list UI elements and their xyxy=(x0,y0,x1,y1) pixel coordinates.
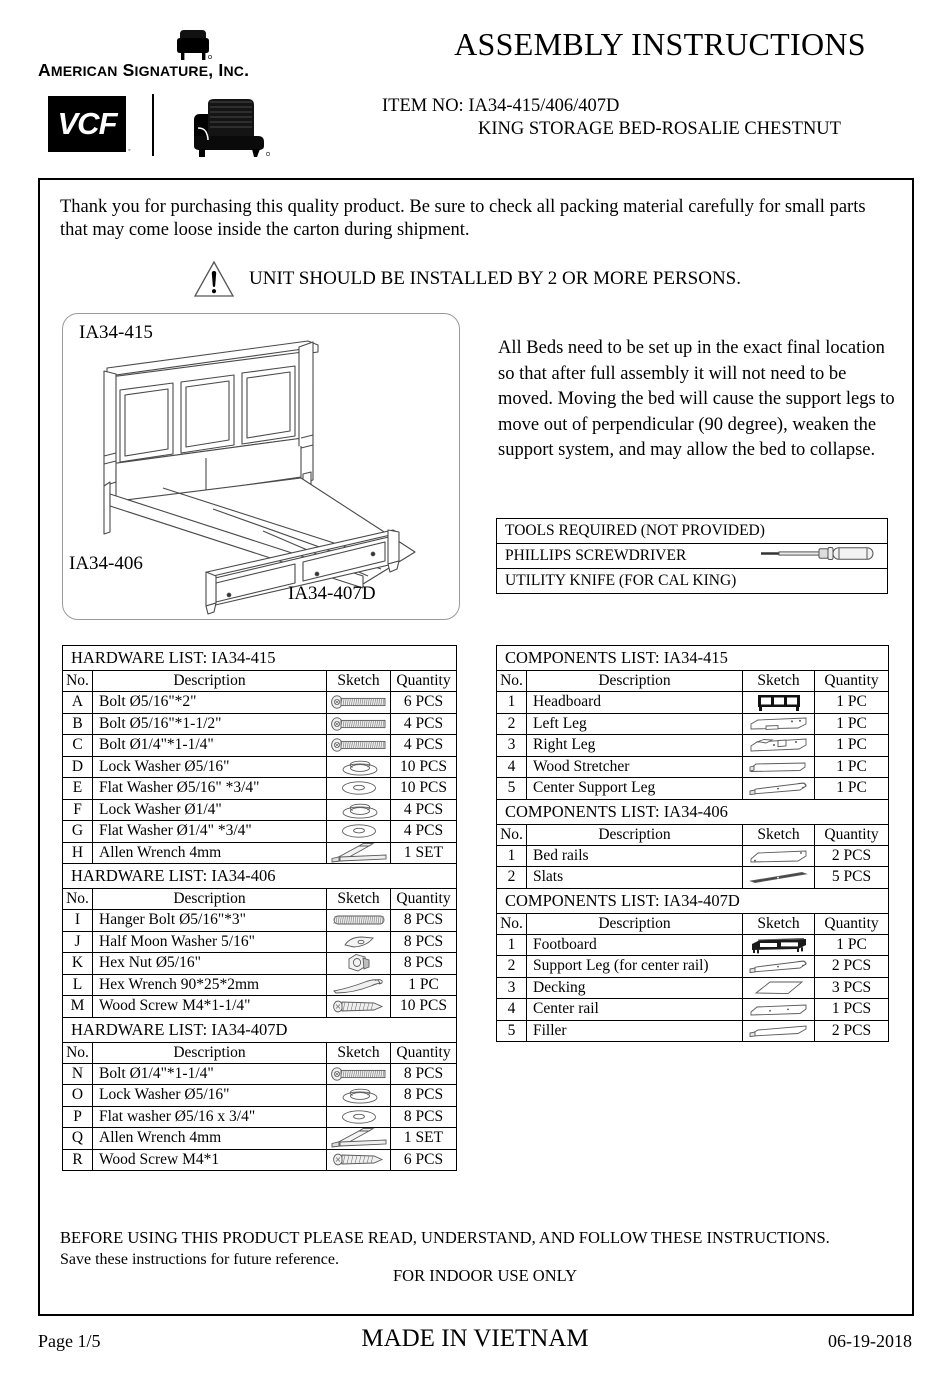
row-quantity: 2 PCS xyxy=(815,845,889,867)
row-description: Hex Nut Ø5/16" xyxy=(93,953,327,975)
allen-wrench-icon xyxy=(327,842,391,864)
section-title-row xyxy=(63,646,457,671)
save-instructions-note: Save these instructions for future reference. xyxy=(60,1251,339,1268)
row-quantity: 1 PC xyxy=(815,713,889,735)
page-number: Page 1/5 xyxy=(38,1331,101,1351)
row-description: Allen Wrench 4mm xyxy=(93,842,327,864)
column-header-row xyxy=(63,1042,457,1063)
center-rail-icon xyxy=(743,999,815,1021)
table-row xyxy=(497,999,889,1021)
revision-date: 06-19-2018 xyxy=(828,1331,912,1351)
section-title-row xyxy=(497,888,889,913)
row-quantity: 10 PCS xyxy=(391,778,457,800)
table-row xyxy=(63,799,457,821)
vcf-registered-mark: ◦ xyxy=(128,146,131,154)
bolt-icon xyxy=(327,1063,391,1085)
row-quantity: 1 PC xyxy=(815,756,889,778)
section-title-row xyxy=(497,799,889,824)
row-no: A xyxy=(63,692,93,714)
persons-warning-text: UNIT SHOULD BE INSTALLED BY 2 OR MORE PERSONS. xyxy=(249,268,741,289)
row-description: Support Leg (for center rail) xyxy=(527,956,743,978)
row-no: O xyxy=(63,1085,93,1107)
row-description: Hanger Bolt Ø5/16"*3" xyxy=(93,910,327,932)
column-header-description: Description xyxy=(527,824,743,845)
row-no: R xyxy=(63,1149,93,1171)
lock-washer-icon xyxy=(327,799,391,821)
row-description: Lock Washer Ø1/4" xyxy=(93,799,327,821)
table-row xyxy=(63,910,457,932)
row-quantity: 6 PCS xyxy=(391,1149,457,1171)
row-quantity: 1 PC xyxy=(815,778,889,800)
label-rails-part: IA34-406 xyxy=(69,553,143,574)
row-quantity: 1 PCS xyxy=(815,999,889,1021)
table-row xyxy=(497,713,889,735)
decking-icon xyxy=(743,977,815,999)
bed-rail-icon xyxy=(743,845,815,867)
column-header-row xyxy=(497,913,889,934)
row-no: H xyxy=(63,842,93,864)
components-list-table xyxy=(496,645,889,1042)
table-row xyxy=(63,713,457,735)
lock-washer-icon xyxy=(327,756,391,778)
item-number: ITEM NO: IA34-415/406/407D xyxy=(382,96,620,116)
column-header-sketch: Sketch xyxy=(743,913,815,934)
column-header-description: Description xyxy=(93,671,327,692)
row-quantity: 4 PCS xyxy=(391,799,457,821)
row-quantity: 8 PCS xyxy=(391,1063,457,1085)
bolt-icon xyxy=(327,692,391,714)
row-no: 2 xyxy=(497,867,527,889)
half-moon-washer-icon xyxy=(327,931,391,953)
column-header-description: Description xyxy=(527,671,743,692)
table-row xyxy=(63,778,457,800)
table-row xyxy=(497,756,889,778)
column-header-row xyxy=(63,889,457,910)
column-header-sketch: Sketch xyxy=(743,671,815,692)
row-description: Bolt Ø5/16"*2" xyxy=(93,692,327,714)
flat-washer-icon xyxy=(327,778,391,800)
column-header-quantity: Quantity xyxy=(391,1042,457,1063)
allen-wrench-icon xyxy=(327,1128,391,1150)
table-row xyxy=(63,1128,457,1150)
armchair-icon xyxy=(186,96,270,158)
table-row xyxy=(497,934,889,956)
row-quantity: 2 PCS xyxy=(815,1020,889,1042)
page-footer xyxy=(0,1325,950,1370)
row-quantity: 8 PCS xyxy=(391,1085,457,1107)
column-header-quantity: Quantity xyxy=(815,913,889,934)
row-quantity: 10 PCS xyxy=(391,756,457,778)
tool-label: PHILLIPS SCREWDRIVER xyxy=(505,547,687,564)
row-description: Slats xyxy=(527,867,743,889)
section-title: COMPONENTS LIST: IA34-407D xyxy=(497,888,889,913)
row-quantity: 8 PCS xyxy=(391,1106,457,1128)
row-quantity: 3 PCS xyxy=(815,977,889,999)
row-description: Bolt Ø5/16"*1-1/2" xyxy=(93,713,327,735)
right-leg-icon xyxy=(743,735,815,757)
column-header-no: No. xyxy=(63,1042,93,1063)
tools-row xyxy=(497,569,888,594)
row-quantity: 8 PCS xyxy=(391,931,457,953)
column-header-quantity: Quantity xyxy=(815,671,889,692)
tools-row xyxy=(497,544,888,569)
tools-title-row xyxy=(497,519,888,544)
page-header xyxy=(0,0,950,178)
table-row xyxy=(63,756,457,778)
tool-item-screwdriver xyxy=(497,544,888,569)
row-no: 3 xyxy=(497,735,527,757)
row-description: Center rail xyxy=(527,999,743,1021)
row-no: E xyxy=(63,778,93,800)
table-row xyxy=(63,735,457,757)
row-description: Right Leg xyxy=(527,735,743,757)
table-row xyxy=(497,977,889,999)
flat-washer-icon xyxy=(327,1106,391,1128)
section-title-row xyxy=(63,1017,457,1042)
header-divider xyxy=(152,94,154,156)
row-no: B xyxy=(63,713,93,735)
row-quantity: 6 PCS xyxy=(391,692,457,714)
row-description: Flat washer Ø5/16 x 3/4" xyxy=(93,1106,327,1128)
footboard-icon xyxy=(743,934,815,956)
row-quantity: 1 SET xyxy=(391,1128,457,1150)
screwdriver-icon xyxy=(757,546,877,567)
row-no: D xyxy=(63,756,93,778)
column-header-no: No. xyxy=(63,889,93,910)
row-no: F xyxy=(63,799,93,821)
row-quantity: 10 PCS xyxy=(391,996,457,1018)
label-headboard-part: IA34-415 xyxy=(79,322,153,343)
warning-triangle-icon xyxy=(193,260,235,298)
read-instructions-note: BEFORE USING THIS PRODUCT PLEASE READ, UNDERSTAND, AND FOLLOW THESE INSTRUCTIONS. xyxy=(60,1228,830,1247)
row-no: N xyxy=(63,1063,93,1085)
row-quantity: 1 PC xyxy=(391,974,457,996)
row-no: 1 xyxy=(497,934,527,956)
row-no: 5 xyxy=(497,1020,527,1042)
row-quantity: 1 SET xyxy=(391,842,457,864)
table-row xyxy=(497,845,889,867)
table-row xyxy=(63,1085,457,1107)
row-no: K xyxy=(63,953,93,975)
row-no: 2 xyxy=(497,713,527,735)
left-leg-icon xyxy=(743,713,815,735)
row-no: P xyxy=(63,1106,93,1128)
column-header-sketch: Sketch xyxy=(743,824,815,845)
row-no: 5 xyxy=(497,778,527,800)
headboard-icon xyxy=(743,692,815,714)
tools-required-table xyxy=(496,518,888,594)
row-description: Bolt Ø1/4"*1-1/4" xyxy=(93,1063,327,1085)
table-row xyxy=(497,735,889,757)
tool-item-utility-knife: UTILITY KNIFE (FOR CAL KING) xyxy=(497,569,888,594)
column-header-description: Description xyxy=(93,1042,327,1063)
row-no: L xyxy=(63,974,93,996)
column-header-row xyxy=(63,671,457,692)
row-description: Hex Wrench 90*25*2mm xyxy=(93,974,327,996)
column-header-quantity: Quantity xyxy=(391,671,457,692)
slat-icon xyxy=(743,867,815,889)
row-description: Bed rails xyxy=(527,845,743,867)
row-description: Headboard xyxy=(527,692,743,714)
row-quantity: 8 PCS xyxy=(391,910,457,932)
bottom-notes xyxy=(60,1228,890,1286)
section-title: HARDWARE LIST: IA34-407D xyxy=(63,1017,457,1042)
filler-icon xyxy=(743,1020,815,1042)
section-title-row xyxy=(497,646,889,671)
column-header-row xyxy=(497,824,889,845)
hex-nut-icon xyxy=(327,953,391,975)
column-header-row xyxy=(497,671,889,692)
row-description: Lock Washer Ø5/16" xyxy=(93,756,327,778)
row-description: Wood Stretcher xyxy=(527,756,743,778)
row-no: C xyxy=(63,735,93,757)
intro-paragraph: Thank you for purchasing this quality product. Be sure to check all packing material carefully for small parts that may come loose inside the carton during shipment. xyxy=(60,197,866,240)
row-description: Wood Screw M4*1-1/4" xyxy=(93,996,327,1018)
made-in-label: MADE IN VIETNAM xyxy=(361,1325,589,1352)
section-title-row xyxy=(63,864,457,889)
tools-title: TOOLS REQUIRED (NOT PROVIDED) xyxy=(497,519,888,544)
row-quantity: 5 PCS xyxy=(815,867,889,889)
table-row xyxy=(63,1063,457,1085)
table-row xyxy=(63,692,457,714)
bolt-icon xyxy=(327,735,391,757)
table-row xyxy=(63,974,457,996)
row-description: Filler xyxy=(527,1020,743,1042)
label-footboard-part: IA34-407D xyxy=(288,583,376,604)
section-title: HARDWARE LIST: IA34-415 xyxy=(63,646,457,671)
column-header-no: No. xyxy=(497,824,527,845)
row-quantity: 4 PCS xyxy=(391,735,457,757)
brand-name: AMERICAN SIGNATURE, INC. xyxy=(38,60,250,80)
column-header-sketch: Sketch xyxy=(327,1042,391,1063)
table-row xyxy=(63,821,457,843)
table-row xyxy=(63,931,457,953)
indoor-use-note: FOR INDOOR USE ONLY xyxy=(393,1266,577,1285)
row-quantity: 1 PC xyxy=(815,735,889,757)
row-description: Decking xyxy=(527,977,743,999)
hanger-bolt-icon xyxy=(327,910,391,932)
row-description: Half Moon Washer 5/16" xyxy=(93,931,327,953)
column-header-quantity: Quantity xyxy=(815,824,889,845)
row-quantity: 1 PC xyxy=(815,934,889,956)
page-title: ASSEMBLY INSTRUCTIONS xyxy=(454,26,866,62)
table-row xyxy=(497,956,889,978)
section-title: COMPONENTS LIST: IA34-415 xyxy=(497,646,889,671)
row-quantity: 1 PC xyxy=(815,692,889,714)
vcf-logo xyxy=(48,96,126,152)
row-no: 1 xyxy=(497,845,527,867)
bed-illustration-panel xyxy=(62,313,460,620)
bed-location-notice: All Beds need to be set up in the exact final location so that after full assembly it will not need to be moved. Moving the bed will cause the support legs to move out of perpendicular (90 degree), weaken the support system, and may allow the bed to collapse. xyxy=(498,338,895,460)
stretcher-icon xyxy=(743,756,815,778)
column-header-no: No. xyxy=(497,913,527,934)
row-no: I xyxy=(63,910,93,932)
table-row xyxy=(63,1106,457,1128)
row-quantity: 2 PCS xyxy=(815,956,889,978)
chair-logo-icon xyxy=(174,28,212,61)
row-quantity: 8 PCS xyxy=(391,953,457,975)
row-description: Wood Screw M4*1 xyxy=(93,1149,327,1171)
row-no: J xyxy=(63,931,93,953)
row-quantity: 4 PCS xyxy=(391,821,457,843)
row-description: Footboard xyxy=(527,934,743,956)
table-row xyxy=(63,996,457,1018)
row-no: 4 xyxy=(497,756,527,778)
row-description: Left Leg xyxy=(527,713,743,735)
wood-screw-icon xyxy=(327,1149,391,1171)
row-description: Center Support Leg xyxy=(527,778,743,800)
column-header-sketch: Sketch xyxy=(327,671,391,692)
column-header-description: Description xyxy=(527,913,743,934)
column-header-no: No. xyxy=(497,671,527,692)
table-row xyxy=(497,867,889,889)
wood-screw-icon xyxy=(327,996,391,1018)
table-row xyxy=(63,842,457,864)
vcf-label: VCF xyxy=(57,106,117,141)
flat-washer-icon xyxy=(327,821,391,843)
row-no: M xyxy=(63,996,93,1018)
section-title: HARDWARE LIST: IA34-406 xyxy=(63,864,457,889)
column-header-quantity: Quantity xyxy=(391,889,457,910)
table-row xyxy=(497,692,889,714)
row-no: 3 xyxy=(497,977,527,999)
lock-washer-icon xyxy=(327,1085,391,1107)
row-quantity: 4 PCS xyxy=(391,713,457,735)
support-leg-icon xyxy=(743,778,815,800)
row-description: Flat Washer Ø5/16" *3/4" xyxy=(93,778,327,800)
row-no: 4 xyxy=(497,999,527,1021)
persons-warning xyxy=(193,260,741,298)
hex-wrench-icon xyxy=(327,974,391,996)
support-leg-icon xyxy=(743,956,815,978)
column-header-no: No. xyxy=(63,671,93,692)
item-name: KING STORAGE BED-ROSALIE CHESTNUT xyxy=(478,119,841,139)
table-row xyxy=(63,1149,457,1171)
table-row xyxy=(497,778,889,800)
row-description: Flat Washer Ø1/4" *3/4" xyxy=(93,821,327,843)
row-no: 1 xyxy=(497,692,527,714)
row-no: Q xyxy=(63,1128,93,1150)
hardware-list-table xyxy=(62,645,457,1171)
table-row xyxy=(497,1020,889,1042)
section-title: COMPONENTS LIST: IA34-406 xyxy=(497,799,889,824)
row-description: Bolt Ø1/4"*1-1/4" xyxy=(93,735,327,757)
row-no: 2 xyxy=(497,956,527,978)
table-row xyxy=(63,953,457,975)
row-no: G xyxy=(63,821,93,843)
row-description: Lock Washer Ø5/16" xyxy=(93,1085,327,1107)
column-header-description: Description xyxy=(93,889,327,910)
row-description: Allen Wrench 4mm xyxy=(93,1128,327,1150)
column-header-sketch: Sketch xyxy=(327,889,391,910)
american-signature-logo xyxy=(38,28,293,83)
bolt-icon xyxy=(327,713,391,735)
